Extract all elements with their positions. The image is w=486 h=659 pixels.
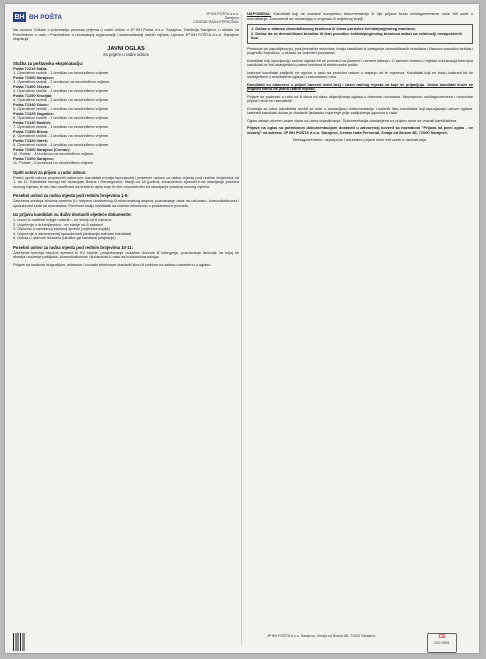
paragraph: Prednost pri zapošljavanju, pod jednakim uslovima, imaju kandidati iz kategorije demobilisanih branilaca i članova porodica šehida i poginulih branilaca, u skladu sa važećim propisima.: [247, 45, 473, 55]
paragraph: Oglas ostaje otvoren osam dana od dana objavljivanja. Dokumentacija dostavljena uz prijavu neće se vraćati kandidatima.: [247, 117, 458, 123]
document-item: 2. Uvjerenje o državljanstvu - ne starije od 6 mjeseci: [13, 221, 103, 227]
ad-subtitle: za prijem u radni odnos: [103, 51, 149, 57]
special-conditions-text: Završena srednja stručna sprema (IV stepen) društvenog ili ekonomskog smjera, poznavanje rada na računaru, komunikativnost i sposobnost rada sa strankama. Prednost imaju kandidati sa radnim iskustvom u poštanskom prometu.: [13, 198, 239, 208]
position-item: 8. Operativni radnik - 1 izvršilac na neodređeno vrijeme: [13, 133, 109, 138]
header-reference: [193, 12, 239, 25]
certification-logo-icon: CE: [438, 634, 446, 640]
footer-note: JP BH POŠTA d.o.o. Sarajevo, Zmaja od Bosne 88, 71000 Sarajevo: [267, 634, 376, 638]
column-divider: [241, 14, 242, 646]
position-item: 5. Operativni radnik - 1 izvršilac na neodređeno vrijeme: [13, 106, 109, 111]
footer: [5, 631, 479, 653]
submission-paragraph: Prijave na oglas sa potrebnom dokumentacijom dostaviti u zatvorenoj koverti sa naznakom "Prijava na javni oglas - ne otvaraj" na adresu: JP BH POŠTA d.o.o. Sarajevo, Centar rada Personal, Zmaja od Bosne 88, 71000 Sarajevo.: [247, 125, 473, 135]
position-location: Pošta 71320 Vareš:: [13, 137, 49, 143]
special-conditions-heading: Posebni uslovi za radna mjesta pod rednim brojevima 1-9:: [13, 193, 129, 198]
note-heading: NAPOMENA:: [247, 11, 271, 16]
paragraph: Komisija za izbor kandidata izvršit će uvid u dostavljenu dokumentaciju i sačiniti listu kandidata koji ispunjavaju uslove oglasa. Izabrani kandidat dužan je dostaviti ljekarsko uvjerenje prije zaključenja ugovora o radu.: [247, 105, 473, 115]
logo-mark-icon: BH: [14, 13, 25, 21]
intro-paragraph: Na osnovu Odluke o pokretanju procesa prijema u radni odnos u JP BH Pošta d.o.o. Sarajevo, Direkcija Sarajevo, u skladu sa Pravilnikom o radu i Pravilnikom o unutrašnjoj organizaciji i sistematizaciji radnih mjesta, Uprava JP BH POŠTA d.o.o. Sarajevo raspisuje: [13, 27, 239, 41]
logo-text: BH POŠTA: [29, 13, 63, 21]
ref-line: Sarajevo: [224, 16, 239, 21]
position-location: Pošta 71240 Hadžići:: [13, 119, 52, 125]
documents-heading: Uz prijavu kandidati su dužni dostaviti sljedeće dokumente:: [13, 212, 132, 217]
ad-title: JAVNI OGLAS: [107, 45, 145, 52]
header: [13, 12, 239, 28]
certification-text: ISO 9001: [434, 641, 450, 645]
ref-line: JP BH POŠTA d.o.o.: [206, 12, 239, 16]
box-line: 2. Dokaz da se demobilisani branilac ili član porodice šehida/poginulog branioca nalazi na evidenciji nezaposlenih lica.: [251, 30, 463, 40]
positions-list: [13, 67, 239, 166]
position-item: 10. Poštar - 3 izvršioca na neodređeno vrijeme: [13, 151, 94, 156]
newspaper-page: [5, 4, 479, 653]
document-item: 5. Dokaz o radnom iskustvu (ukoliko ga kandidat posjeduje): [13, 235, 116, 240]
document-item: 1. Izvod iz matične knjige rođenih - ne stariji od 6 mjeseci: [13, 217, 112, 222]
paragraph: Izabrani kandidati zaključit će ugovor o radu sa probnim radom u trajanju od tri mjeseca. Kandidati koji ne budu izabrani bit će obaviješteni o rezultatima oglasa u zakonskom roku.: [247, 69, 473, 79]
box-line: 1. Dokaz o statusu demobilisanog branioca ili člana porodice šehida/poginulog branioca;: [251, 26, 416, 31]
closing-paragraph: Neblagovremene, nepotpune i neuredne prijave neće biti uzete u razmatranje.: [292, 137, 428, 142]
position-location: Pošta 71320 Vogošća:: [13, 110, 54, 116]
position-location: Pošta 71300 Visoko:: [13, 83, 51, 89]
certification-badge: [427, 633, 457, 653]
document-item: 4. Uvjerenje o zdravstvenoj sposobnosti (dostavlja izabrani kandidat): [13, 230, 132, 236]
position-location: Pošta 71000 Sarajevo:: [13, 155, 55, 161]
bh-posta-logo: [13, 12, 62, 22]
position-location: Pošta 71350 Breza:: [13, 128, 49, 134]
position-item: 2. Operativni radnik - 2 izvršioca na neodređeno vrijeme: [13, 79, 110, 84]
position-location: Pošta 71000 Sarajevo:: [13, 74, 55, 80]
position-item: 7. Operativni radnik - 1 izvršilac na neodređeno vrijeme: [13, 124, 109, 129]
special-conditions-2-heading: Posebni uslovi za radna mjesta pod rednim brojevima 10-11:: [13, 244, 134, 250]
right-column: [247, 12, 473, 146]
ref-line: CENTAR RADA PERSONAL: [193, 20, 239, 25]
document-item: 3. Diploma o završenoj stručnoj spremi (ovjerena kopija): [13, 226, 110, 231]
note-text: Kandidati koji ne dostave kompletnu dokumentaciju ili čije prijave budu neblagovremene neće biti uzeti u razmatranje. Dokumenti se dostavljaju u originalu ili ovjerenoj kopiji.: [247, 11, 473, 21]
special-conditions-2-text: Završena srednja stručna sprema ili KV radnik, posjedovanje vozačke dozvole B kategorije, poznavanje teritorije na kojoj se obavlja uručenje pošiljaka, komunikativnost i ljubaznost u radu sa korisnicima usluga.: [13, 249, 239, 259]
position-item: 9. Operativni radnik - 1 izvršilac na neodređeno vrijeme: [13, 142, 109, 147]
general-conditions-heading: Opšti uslovi za prijem u radni odnos:: [13, 169, 87, 175]
position-item: 3. Operativni radnik - 1 izvršilac na neodređeno vrijeme: [13, 88, 109, 93]
apply-text: Prijave sa kratkom biografijom, adresom i kontakt telefonom dostaviti lično ili poštom na adresu navedenu u oglasu.: [13, 261, 212, 267]
position-item: 6. Operativni radnik - 1 izvršilac na neodređeno vrijeme: [13, 115, 109, 120]
position-item: 11. Poštar - 2 izvršioca na neodređeno vrijeme: [13, 160, 94, 165]
documents-list: [13, 218, 239, 241]
position-location: Pošta 71250 Kiseljak:: [13, 92, 53, 98]
position-location: Pošta 71000 Sarajevo (Centar):: [13, 146, 71, 152]
position-location: Pošta 71340 Olovo:: [13, 101, 49, 107]
barcode-icon: [13, 633, 25, 651]
paragraph: Prijave se podnose u roku od 8 dana od dana objavljivanja oglasa u dnevnim novinama. Nepotpune, neblagovremene i neuredne prijave neće se razmatrati.: [247, 93, 473, 103]
veteran-box: [247, 24, 473, 44]
general-conditions-text: Pored općih uslova propisanih zakonom, kandidati moraju ispunjavati i posebne uslove za radna mjesta pod rednim brojevima od 1. do 11. Kandidati moraju biti državljani Bosne i Hercegovine, stariji od 18 godina, zdravstveno sposobni za obavljanje poslova radnog mjesta, te da nisu osuđivani za krivično djelo koje ih čini nepodobnim za obavljanje poslova radnog mjesta.: [13, 174, 239, 189]
left-column: [13, 12, 239, 270]
position-location: Pošta 71210 Ilidža:: [13, 65, 48, 71]
paragraph: Kandidati koji ispunjavaju uslove oglasa bit će pozvani na pismeni i usmeni intervju. O tačnom terminu i mjestu održavanja intervjua kandidati će biti obaviješteni putem telefona ili elektronske pošte.: [247, 57, 473, 67]
position-item: 4. Operativni radnik - 1 izvršilac na neodređeno vrijeme: [13, 97, 109, 102]
emphasis-paragraph: Kandidati su obavezni u prijavi navesti redni broj i naziv radnog mjesta za koje se prijavljuju. Jedan kandidat može se prijaviti samo na jedno radno mjesto.: [247, 81, 473, 91]
position-item: 1. Operativni radnik - 1 izvršilac na neodređeno vrijeme: [13, 70, 109, 75]
section-heading: Služba za poštansku eksploataciju:: [13, 60, 84, 66]
